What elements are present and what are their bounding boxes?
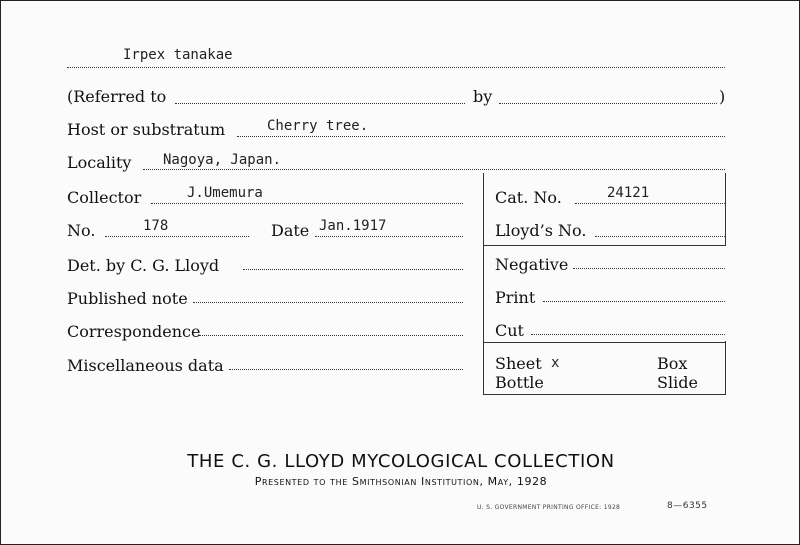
printing-office-note: U. S. GOVERNMENT PRINTING OFFICE: 1928 [477, 504, 621, 511]
referred-by-label: by [473, 87, 493, 106]
bottle-label: Bottle [495, 373, 544, 392]
cut-label: Cut [495, 321, 524, 340]
collector-label: Collector [67, 188, 142, 207]
catalog-box-left-border [483, 173, 484, 395]
locality-value: Nagoya, Japan. [163, 152, 282, 168]
miscellaneous-label: Miscellaneous data [67, 356, 224, 375]
determined-by-line [243, 269, 463, 270]
referred-by-line [499, 103, 717, 104]
negative-line [573, 268, 725, 269]
host-line [237, 136, 725, 137]
collector-line [151, 203, 463, 204]
cut-line [531, 334, 725, 335]
determined-by-label: Det. by C. G. Lloyd [67, 256, 220, 275]
number-label: No. [67, 221, 96, 240]
lloyds-no-label: Lloyd’s No. [495, 221, 587, 240]
miscellaneous-line [229, 369, 463, 370]
catalog-box-right-border-lower [725, 341, 726, 395]
catalog-box-divider-1 [483, 245, 726, 246]
box-label: Box [657, 354, 688, 373]
number-value: 178 [143, 218, 169, 234]
cat-no-value: 24121 [607, 185, 650, 201]
catalog-box-divider-2 [483, 342, 726, 343]
sheet-label: Sheet [495, 354, 542, 373]
host-label: Host or substratum [67, 120, 226, 139]
published-note-line [193, 302, 463, 303]
print-label: Print [495, 288, 536, 307]
cat-no-line [575, 203, 725, 204]
species-name-line [67, 67, 725, 68]
date-value: Jan.1917 [319, 218, 387, 234]
form-number: 8—6355 [667, 501, 708, 511]
referred-to-label: (Referred to [67, 87, 167, 106]
lloyds-no-line [595, 236, 725, 237]
sheet-check-mark: x [551, 355, 560, 371]
correspondence-label: Correspondence [67, 322, 201, 341]
date-line [315, 236, 463, 237]
collection-title: THE C. G. LLOYD MYCOLOGICAL COLLECTION [187, 451, 615, 472]
referred-close-paren: ) [719, 87, 726, 106]
cat-no-label: Cat. No. [495, 188, 562, 207]
referred-to-line [175, 103, 465, 104]
collector-value: J.Umemura [187, 185, 263, 201]
correspondence-line [199, 335, 463, 336]
catalog-box-bottom [483, 394, 726, 395]
host-value: Cherry tree. [267, 118, 369, 134]
print-line [543, 301, 725, 302]
locality-label: Locality [67, 153, 132, 172]
catalog-box-right-border-upper [725, 173, 726, 245]
slide-label: Slide [657, 373, 698, 392]
species-name: Irpex tanakae [123, 47, 233, 63]
locality-line [143, 169, 725, 170]
number-line [105, 236, 249, 237]
date-label: Date [271, 221, 310, 240]
negative-label: Negative [495, 255, 569, 274]
collection-subtitle: Presented to the Smithsonian Institution, May, 1928 [254, 475, 548, 488]
published-note-label: Published note [67, 289, 188, 308]
